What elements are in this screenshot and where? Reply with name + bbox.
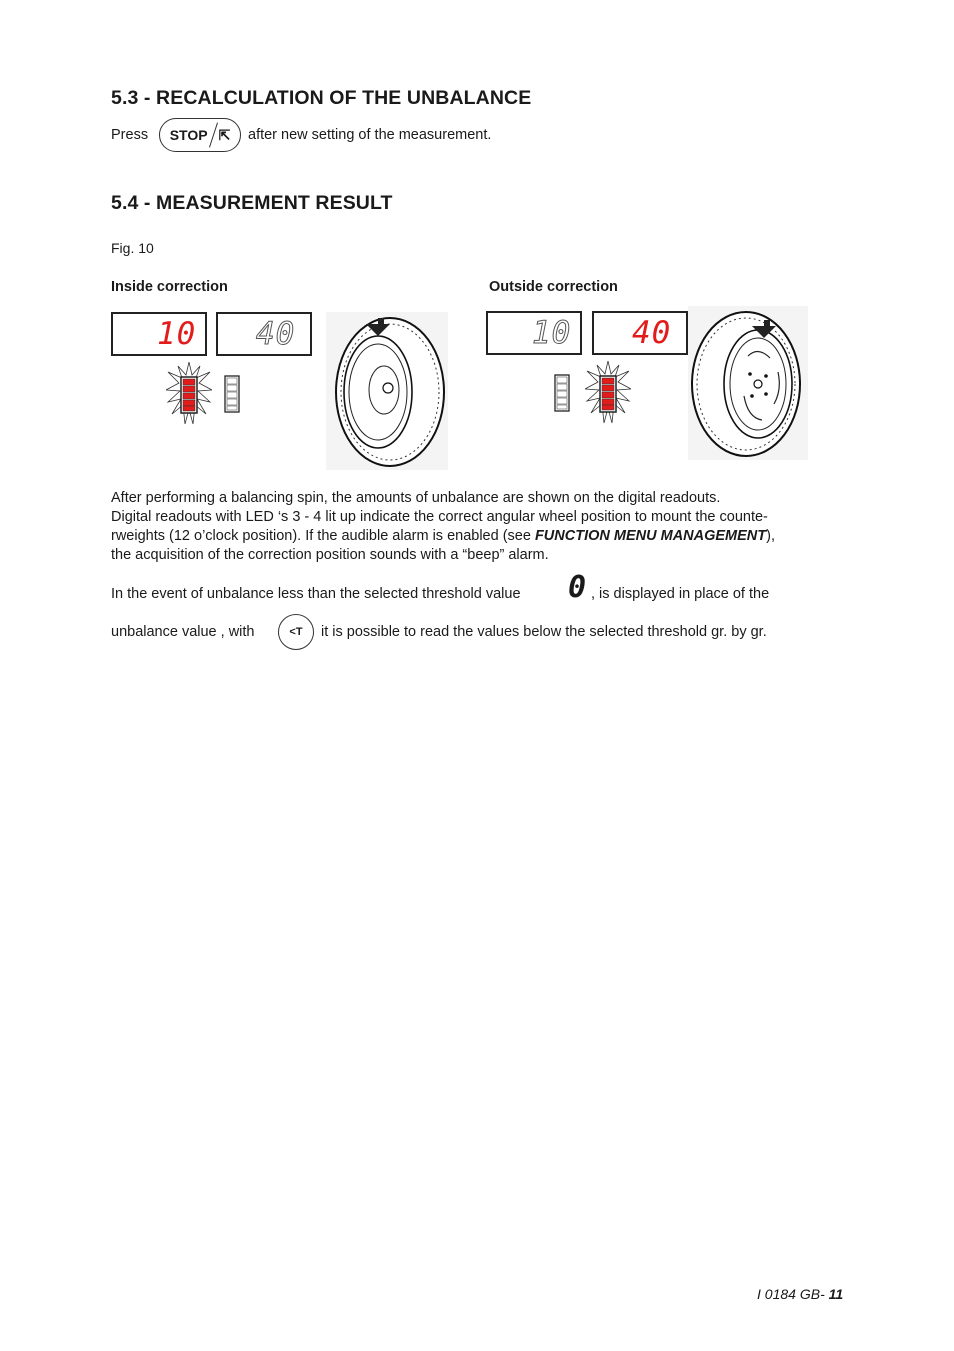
outside-left-readout <box>486 311 582 355</box>
outside-right-readout <box>592 311 688 355</box>
outside-correction-caption: Outside correction <box>489 279 618 295</box>
paragraph-1-line-1: After performing a balancing spin, the amounts of unbalance are shown on the digital readouts. <box>111 490 721 506</box>
outside-led-bar-off <box>554 374 570 412</box>
inside-right-readout <box>216 312 312 356</box>
inside-right-readout-value: 40 <box>256 316 296 352</box>
paragraph-1-line-2: Digital readouts with LED ‘s 3 - 4 lit up indicate the correct angular wheel position to mount the counte- <box>111 509 768 525</box>
press-label: Press <box>111 127 149 143</box>
outside-left-readout-value: 10 <box>532 315 572 351</box>
document-code: I 0184 <box>757 1286 796 1302</box>
figure-label: Fig. 10 <box>111 240 154 256</box>
threshold-key-button[interactable] <box>278 614 314 650</box>
paragraph-2-end: , is displayed in place of the <box>591 586 770 602</box>
paragraph-1-line-3-start: rweights (12 o’clock position). If the audible alarm is enabled (see <box>111 528 535 544</box>
outside-led-bar-lit <box>585 361 631 427</box>
stop-key-label: STOP <box>169 127 208 143</box>
outside-wheel-illustration <box>688 306 808 460</box>
inside-wheel-illustration <box>326 312 448 470</box>
section-heading-5-4: 5.4 - MEASUREMENT RESULT <box>111 192 393 214</box>
paragraph-2-start: In the event of unbalance less than the selected threshold value <box>111 586 521 602</box>
paragraph-1-line-4: the acquisition of the correction position sounds with a “beep” alarm. <box>111 547 549 563</box>
inside-led-bar-off <box>224 375 240 413</box>
arrow-home-icon: ⇱ <box>218 126 231 143</box>
function-menu-reference: FUNCTION MENU MANAGEMENT <box>534 528 767 544</box>
page-footer <box>757 1286 843 1302</box>
stop-key-divider <box>209 122 218 147</box>
inside-led-bar-lit <box>166 362 212 428</box>
section-heading-5-3: 5.3 - RECALCULATION OF THE UNBALANCE <box>111 87 532 109</box>
language-code: GB <box>799 1286 821 1302</box>
after-setting-text: after new setting of the measurement. <box>248 127 492 143</box>
page-number: 11 <box>828 1286 844 1302</box>
stop-key-button[interactable] <box>159 118 241 152</box>
paragraph-3-end: it is possible to read the values below the selected threshold gr. by gr. <box>321 624 767 640</box>
paragraph-1-line-3 <box>111 527 775 546</box>
inside-correction-caption: Inside correction <box>111 279 228 295</box>
inside-left-readout-value: 10 <box>157 316 197 352</box>
footer-separator: - <box>820 1286 825 1302</box>
outside-right-readout-value: 40 <box>632 315 672 351</box>
paragraph-3-start: unbalance value , with <box>111 624 255 640</box>
paragraph-1-line-3-end: ), <box>766 528 775 544</box>
inside-left-readout <box>111 312 207 356</box>
threshold-key-label: <T <box>289 626 303 638</box>
zero-display-symbol: 0 <box>568 570 587 605</box>
